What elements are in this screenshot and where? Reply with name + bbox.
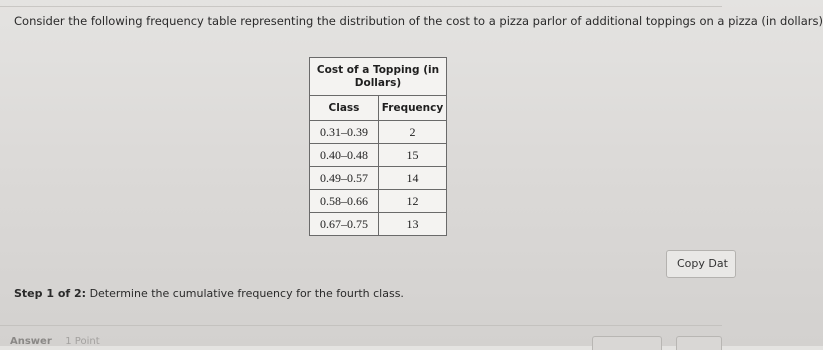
table-caption: Cost of a Topping (in Dollars)	[310, 58, 447, 96]
table-caption-row	[310, 58, 447, 96]
table-row	[310, 213, 447, 236]
answer-tab-button[interactable]	[592, 336, 662, 350]
copy-data-button[interactable]: Copy Dat	[666, 250, 736, 278]
step-instruction	[14, 287, 404, 300]
table-row	[310, 121, 447, 144]
question-text: Consider the following frequency table representing the distribution of the cost to a pizza parlor of additional toppings on a pizza (in dollars)	[14, 14, 823, 28]
step-label: Step 1 of 2:	[14, 287, 87, 300]
class-cell: 0.58–0.66	[310, 190, 379, 213]
class-cell: 0.31–0.39	[310, 121, 379, 144]
class-cell: 0.67–0.75	[310, 213, 379, 236]
table-row	[310, 190, 447, 213]
frequency-cell: 13	[379, 213, 447, 236]
points-label: 1 Point	[65, 336, 100, 347]
table-row	[310, 144, 447, 167]
frequency-cell: 12	[379, 190, 447, 213]
table-header-row	[310, 96, 447, 121]
class-cell: 0.40–0.48	[310, 144, 379, 167]
top-divider	[0, 6, 722, 7]
answer-label: Answer	[10, 336, 52, 347]
frequency-table	[309, 57, 447, 236]
frequency-cell: 15	[379, 144, 447, 167]
answer-tab-button[interactable]	[676, 336, 722, 350]
table-row	[310, 167, 447, 190]
class-cell: 0.49–0.57	[310, 167, 379, 190]
bottom-divider	[0, 325, 722, 326]
answer-header	[10, 336, 100, 347]
frequency-cell: 2	[379, 121, 447, 144]
frequency-cell: 14	[379, 167, 447, 190]
column-header-class: Class	[310, 96, 379, 121]
step-text: Determine the cumulative frequency for the fourth class.	[89, 287, 404, 300]
column-header-frequency: Frequency	[379, 96, 447, 121]
